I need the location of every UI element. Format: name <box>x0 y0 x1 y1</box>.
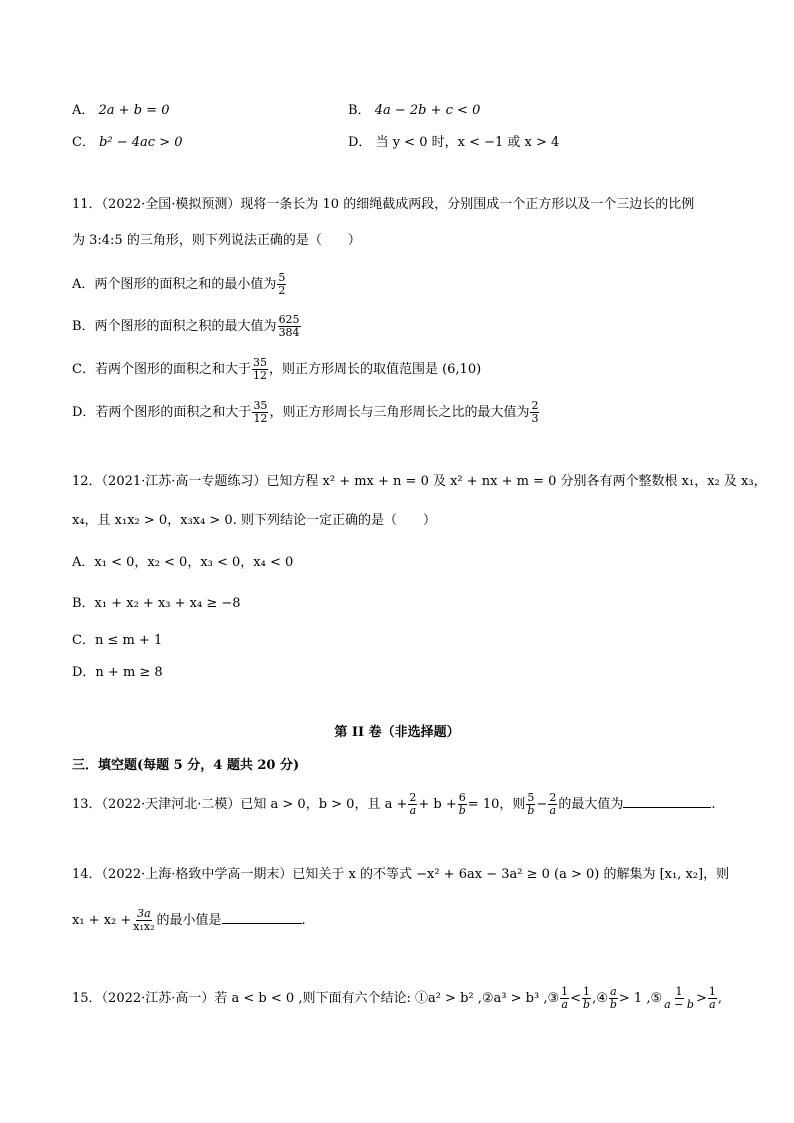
q11-option-c <box>72 357 481 382</box>
operator: > <box>695 991 707 1006</box>
numerator: 1 <box>675 985 683 998</box>
denominator: b <box>458 804 466 817</box>
q10-option-a <box>72 102 169 120</box>
operator: < <box>570 991 582 1006</box>
q10-option-b <box>348 102 480 120</box>
option-label: C． <box>72 135 95 150</box>
fraction <box>277 272 286 297</box>
q11-option-b <box>72 314 302 339</box>
option-text: b² − 4ac > 0 <box>99 135 183 150</box>
section-heading: 三．填空题(每题 5 分，4 题共 20 分) <box>72 758 300 773</box>
fraction <box>408 792 417 817</box>
question-text: , <box>717 991 722 1006</box>
numerator: 35 <box>252 356 267 369</box>
option-text: 2a + b = 0 <box>98 103 170 118</box>
period: . <box>711 797 716 812</box>
question-text: 15．（2022·江苏·高一）若 a < b < 0 ,则下面有六个结论: ①a² > b² ,②a³ > b³ ,③ <box>72 991 560 1006</box>
fraction <box>252 357 268 382</box>
option-text: C．若两个图形的面积之和大于 <box>72 362 251 377</box>
denominator: a − b <box>664 998 694 1011</box>
answer-blank[interactable] <box>623 795 711 808</box>
denominator: 2 <box>278 284 286 297</box>
period: . <box>301 913 306 928</box>
numerator: 2 <box>549 791 557 804</box>
q12-option-b: B．x₁ + x₂ + x₃ + x₄ ≥ −8 <box>72 596 241 611</box>
question-text: > 1 ,⑤ <box>618 991 663 1006</box>
numerator: 3a <box>137 907 151 920</box>
fraction <box>458 792 467 817</box>
question-text: 的最大值为 <box>558 797 624 812</box>
question-text: 13．（2022·天津河北·二模）已知 a > 0，b > 0，且 a + <box>72 797 408 812</box>
q12-option-a: A．x₁ < 0，x₂ < 0，x₃ < 0，x₄ < 0 <box>72 555 294 570</box>
fraction <box>278 314 301 339</box>
denominator: 3 <box>531 412 539 425</box>
numerator: 6 <box>458 791 466 804</box>
option-label: D． <box>348 135 372 150</box>
fraction <box>548 792 557 817</box>
numerator: 625 <box>278 313 300 326</box>
numerator: 2 <box>409 791 417 804</box>
fraction <box>560 986 569 1011</box>
operator: − <box>536 797 548 812</box>
numerator: 1 <box>561 985 569 998</box>
question-text: 的最小值是 <box>156 913 222 928</box>
numerator: 35 <box>253 399 268 412</box>
fraction <box>252 400 268 425</box>
option-label: B． <box>348 103 371 118</box>
q11-stem-line2: 为 3:4:5 的三角形，则下列说法正确的是（ ） <box>72 233 361 248</box>
denominator: 384 <box>278 326 300 339</box>
option-label: A． <box>72 103 95 118</box>
option-text: 当 y < 0 时，x < −1 或 x > 4 <box>375 135 560 150</box>
denominator: a <box>549 804 557 817</box>
fraction <box>708 986 717 1011</box>
numerator: 5 <box>527 791 535 804</box>
fraction <box>132 908 155 933</box>
denominator: a <box>561 998 568 1011</box>
q11-option-d <box>72 400 540 425</box>
option-text: A．两个图形的面积之和的最小值为 <box>72 277 277 292</box>
denominator: x₁x₂ <box>133 920 155 933</box>
numerator: 1 <box>583 985 591 998</box>
q15 <box>72 986 722 1011</box>
denominator: 12 <box>252 369 267 382</box>
answer-blank[interactable] <box>222 911 302 924</box>
option-text: ，则正方形周长与三角形周长之比的最大值为 <box>269 405 530 420</box>
q11-option-a <box>72 272 287 297</box>
section-title: 第 II 卷（非选择题） <box>334 725 460 740</box>
fraction <box>663 986 695 1011</box>
option-text: 4a − 2b + c < 0 <box>374 103 481 118</box>
q14-line1: 14．（2022·上海·格致中学高一期末）已知关于 x 的不等式 −x² + 6ax − 3a² ≥ 0 (a > 0) 的解集为 [x₁, x₂]，则 <box>72 867 730 882</box>
numerator: 5 <box>278 271 286 284</box>
q12-stem-line1: 12．（2021·江苏·高一专题练习）已知方程 x² + mx + n = 0 及 x² + nx + m = 0 分别各有两个整数根 x₁，x₂ 及 x₃， <box>72 474 767 489</box>
denominator: a <box>709 998 716 1011</box>
numerator: a <box>610 985 617 998</box>
question-text: x₁ + x₂ + <box>72 913 132 928</box>
fraction <box>530 400 539 425</box>
numerator: 2 <box>531 399 539 412</box>
option-text: D．若两个图形的面积之和大于 <box>72 405 252 420</box>
q12-option-c: C．n ≤ m + 1 <box>72 633 163 648</box>
denominator: b <box>609 998 617 1011</box>
q14-line2 <box>72 908 306 933</box>
option-text: ，则正方形周长的取值范围是 (6,10) <box>268 362 482 377</box>
option-text: B．两个图形的面积之积的最大值为 <box>72 319 277 334</box>
question-text: + b + <box>418 797 457 812</box>
denominator: 12 <box>253 412 268 425</box>
q12-stem-line2: x₄，且 x₁x₂ > 0，x₃x₄ > 0. 则下列结论一定正确的是（ ） <box>72 513 436 528</box>
fraction <box>526 792 535 817</box>
question-text: = 10，则 <box>467 797 526 812</box>
q12-option-d: D．n + m ≥ 8 <box>72 665 163 680</box>
q10-option-d <box>348 134 559 152</box>
q11-stem-line1: 11．（2022·全国·模拟预测）现将一条长为 10 的细绳截成两段，分别围成一个正方形以及一个三边长的比例 <box>72 197 695 212</box>
denominator: a <box>409 804 417 817</box>
denominator: b <box>527 804 535 817</box>
q10-option-c <box>72 134 183 152</box>
question-text: ,④ <box>592 991 608 1006</box>
q13 <box>72 792 715 817</box>
fraction <box>609 986 618 1011</box>
numerator: 1 <box>708 985 716 998</box>
denominator: b <box>583 998 591 1011</box>
fraction <box>582 986 591 1011</box>
